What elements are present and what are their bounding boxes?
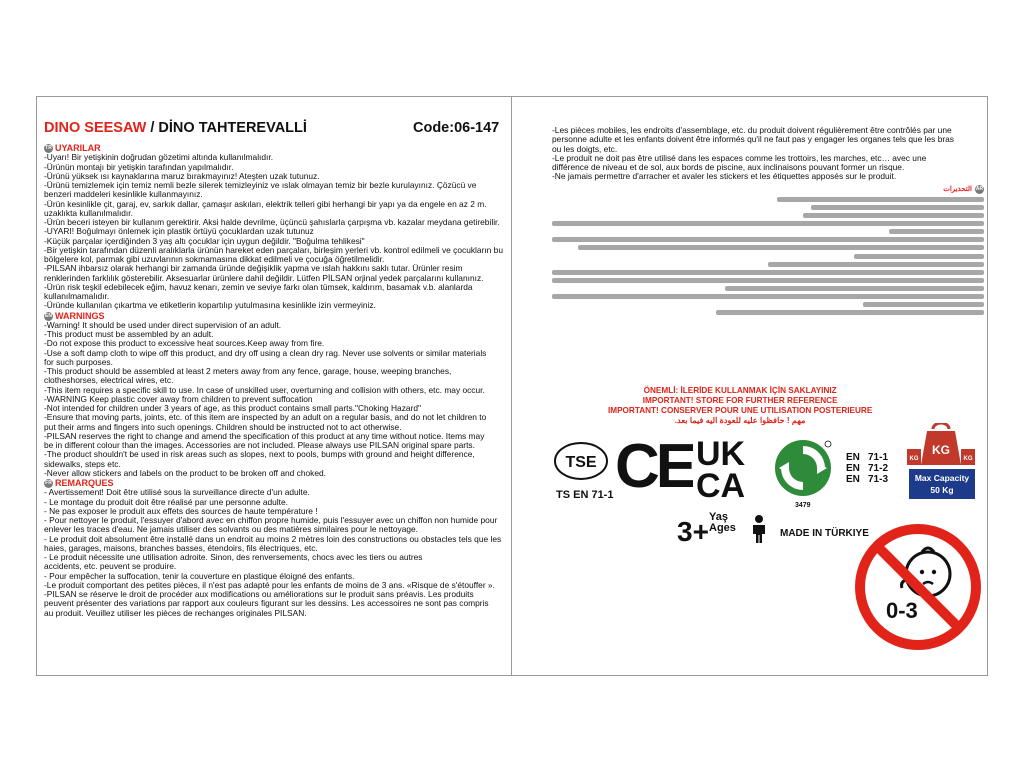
arabic-line [854,254,984,259]
product-title-tr: DİNO TAHTEREVALLİ [158,120,307,136]
warning-line: -Le produit comportant des petites pièces, il n'est pas adapté pour les enfants de moins de 3 ans. «Risque de s'étouffer ». [44,580,495,590]
tse-standard-label: TS EN 71-1 [556,489,614,501]
warning-line: au produit. Veuillez utiliser les pièces de rechanges originales PILSAN. [44,608,307,618]
warning-line: peuvent présenter des variations par rapport aux couleurs figurant sur les dessins. Les accessoires ne sont pas compris [44,599,489,609]
small-weight-label: KG [963,456,973,462]
section-body-fr [44,488,507,618]
ukca-bottom-text: CA [696,467,746,499]
ukca-mark-icon [694,435,768,499]
warning-line: enlever les traces d'eau. Ne jamais utiliser des solvants ou des matières similaires pour le nettoyage. [44,525,419,535]
left-column [44,120,507,618]
warning-line: -PILSAN reserves the right to change and amend the specification of this product at any time without notice. Items may [44,431,485,441]
warning-line: -PILSAN se réserve le droit de procéder aux modifications ou améliorations sur le produit sans préavis. Les produits [44,590,474,599]
arabic-line [552,237,984,242]
fr-badge-icon: FR [45,480,52,487]
en-standard-row [846,463,888,474]
tse-icon [553,440,609,482]
weight-label: KG [932,443,950,457]
warning-line: -Uyarı! Bir yetişkinin doğrudan gözetimi altında kullanılmalıdır. [44,153,274,163]
arabic-line [803,213,984,218]
arabic-line [889,229,984,234]
warning-line: -UYARI! Boğulmayı önlemek için plastik örtüyü çocuklardan uzak tutunuz [44,227,314,237]
warning-line: -Küçük parçalar içerdiğinden 3 yaş altı çocuklar için uygun değildir. "Boğulma tehlikesi" [44,236,365,246]
arabic-line [578,245,984,250]
en-prefix: EN [846,463,860,474]
section-body-en [44,321,507,478]
section-head-fr [44,479,507,488]
product-title [44,120,307,136]
max-capacity-badge [909,469,975,499]
en-standard: 71-2 [868,463,889,474]
warning-line: -Ürünü yüksek ısı kaynaklarına maruz bırakmayınız! Ateşten uzak tutunuz. [44,171,320,181]
en-prefix: EN [846,474,860,485]
warning-line: haies, garages, maisons, branches basses, étendoirs, fils électriques, etc. [44,543,318,553]
section-body-fr-continued [552,126,984,182]
warning-line: - Le produit doit absolument être installé dans un endroit au moins 2 mètres loin des constructions ou obstacles tels que les [44,534,502,544]
section-title-tr: UYARILAR [55,143,101,153]
warning-line: accidents, etc. peuvent se produire. [44,562,177,572]
small-weight-label: KG [909,456,919,462]
max-capacity-label: Max Capacity [914,473,970,483]
warning-line: uzaklıkta kullanılmalıdır. [44,208,133,218]
section-title-ar: التحذيرات [943,185,972,193]
warning-line: - Avertissement! Doit être utilisé sous la surveillance directe d'un adulte. [44,488,310,498]
warning-line: - Pour nettoyer le produit, l'essuyer d'abord avec en chiffon propre humide, puis l'essuyer avec un chiffon non humide pour [44,516,498,525]
warning-line: kullanılmamalıdır. [44,292,110,301]
tr-badge-icon: TR [45,145,52,152]
en-standard: 71-1 [868,452,889,463]
arabic-line [552,278,984,283]
age-text [709,512,736,534]
warning-line: - Le produit nécessite une utilisation adroite. Sinon, des renversements, chocs avec les tiers ou autres [44,553,423,562]
warning-line: -Üründe kullanılan çıkartma ve etiketlerin kopartılıp yutulmasına kesinlikle izin vermeyiniz. [44,301,376,311]
made-in-label: MADE IN TÜRKIYE [780,528,869,539]
age-yas: Yaş [709,511,728,523]
en-prefix: EN [846,452,860,463]
ce-mark-icon [615,437,693,493]
warning-line: -This item requires a specific skill to use. In case of unskilled user, overturning and collision with others, etc. may occur. [44,385,485,395]
product-title-en: DINO SEESAW [44,120,147,136]
warning-line: clotheshorses, electrical wires, etc. [44,376,174,386]
warning-line: - Le montage du produit doit être réalisé par une personne adulte. [44,497,288,507]
warning-line: personne adulte et les enfants doivent être informés qu'il ne faut pas y engager les organes tels que les bras [552,135,954,145]
ar-badge-icon: AR [975,185,984,192]
arabic-text-block [552,197,984,315]
arabic-line [552,294,984,299]
warning-line: renklerinden farklılık gösterebilir. Aksesuarlar ürünlere dahil değildir. Lütfen PİLSAN orjinal yedek parçalarını kullanınız. [44,273,484,283]
age-range-label: 0-3 [886,598,918,623]
right-column [552,126,984,318]
section-head-tr [44,144,507,153]
warning-line: -This product should be assembled at least 2 meters away from any fence, garage, house, weeping branches, [44,367,452,376]
arabic-line [552,270,984,275]
warning-line: -Ne jamais permettre d'arracher et avaler les stickers et les étiquettes apposés sur le produit. [552,172,897,182]
green-dot-number: 3479 [795,502,811,509]
en-badge-icon: EN [45,312,52,319]
age-ages: Ages [709,522,736,534]
warning-line: -Le produit ne doit pas être utilisé dans les espaces comme les trottoirs, les marches, etc… avec une [552,153,927,163]
keep-notice-ar: مهم ! حافظوا عليه للعودة اليه فيما بعد. [674,416,806,425]
warning-line: bölgelere kol, parmak gibi uzuvlarının sokmamasına dikkat edilmeli ve çocuğa öğretilmelidir. [44,255,385,264]
keep-notice-tr: ÖNEMLİ: İLERİDE KULLANMAK İÇİN SAKLAYINIZ [643,386,837,395]
column-divider [511,96,512,676]
warning-line: -Never allow stickers and labels on the product to be broken off and choked. [44,468,326,478]
section-title-fr: REMARQUES [55,478,114,488]
warning-line: be in different colour than the images. Accessories are not included. Please always use PILSAN original spare parts. [44,441,475,450]
warning-line: -PILSAN ihbarsız olarak herhangi bir zamanda üründe değişiklik yapma ve ıslah hakkını saklı tutar. Ürünler resim [44,264,463,274]
warning-line: -Ürün beceri isteyen bir kullanım gerektirir. Aksi halde devrilme, üçüncü şahıslarla çarpışma vb. kazalar meydana getirebilir. [44,218,500,227]
warning-line: put their arms and fingers into such openings. Children should be instructed not to act otherwise. [44,422,402,432]
weight-icon [905,423,977,467]
warning-line: -The product shouldn't be used in risk areas such as slopes, next to pools, bumps with ground and height difference, [44,450,475,460]
header-row [44,120,507,142]
warning-line: -WARNING Keep plastic cover away from children to prevent suffocation [44,394,313,404]
warning-line: - Ne pas exposer le produit aux effets des sources de haute température ! [44,506,318,516]
en-standards-list [846,452,888,485]
green-dot-icon [773,438,833,498]
arabic-line [811,205,984,210]
arabic-line [716,310,984,315]
warning-line: -Ürünü temizlemek için temiz nemli bezle silerek temizleyiniz ve ıslak olmayan temiz bir bezle kurulayınız. Çözücü ve [44,181,477,190]
warning-line: -Ürün risk teşkil edebilecek eğim, havuz kenarı, zemin ve seviye farkı olan tümsek, kaldırım, basamak v.b. alanlarda [44,282,473,292]
warning-line: -Ürün kesinlikle çit, garaj, ev, sarkık dallar, çamaşır askıları, elektrik telleri gibi herhangi bir yapı ya da engele en az 2 m. [44,199,487,209]
warning-line: -Les pièces mobiles, les endroits d'assemblage, etc. du produit doivent régulièrement être contrôlés par une [552,126,952,135]
warning-line: ou les doigts, etc. [552,144,618,154]
tse-mark-text: TSE [565,454,597,471]
ukca-top-text: UK [696,435,746,473]
title-separator: / [146,120,159,136]
warning-line: -Do not expose this product to excessive heat sources.Keep away from fire. [44,339,325,349]
arabic-line [768,262,984,267]
keep-notice-en: IMPORTANT! STORE FOR FURTHER REFERENCE [642,396,838,405]
warning-line: différence de niveau et de sol, aux bords de piscine, aux inclinaisons pouvant former un risque. [552,163,905,172]
warning-line: -Ürünün montajı bir yetişkin tarafından yapılmalıdır. [44,162,234,172]
en-standard: 71-3 [868,474,889,485]
section-body-tr [44,153,507,310]
warning-line: -Use a soft damp cloth to wipe off this product, and dry off using a clean dry rag. Never use solvents or similar materials [44,348,487,358]
warning-line: -Not intended for children under 3 years of age, as this product contains small parts."Choking Hazard" [44,404,421,413]
warning-line: for such purposes. [44,357,113,367]
arabic-line [777,197,984,202]
warning-line: -Ensure that moving parts, joints, etc. of this item are inspected by an adult on a regular basis, and do not let children to [44,413,487,423]
warning-line: sidewalks, steps etc. [44,459,121,469]
section-head-en [44,312,507,321]
keep-notice [608,386,872,426]
en-standard-row [846,452,888,463]
keep-notice-fr: IMPORTANT! CONSERVER POUR UNE UTILISATION POSTERIEURE [608,406,873,415]
arabic-line [725,286,984,291]
warning-line: -Bir yetişkin tarafından düzenli aralıklarla ürünün hareket eden parçaları, birleşim yerleri vb. kontrol edilmeli ve çocukların bu [44,245,503,255]
not-for-under-3-icon [852,520,984,654]
warning-line: benzeri maddeleri kesinlikle kullanmayınız. [44,190,203,200]
warning-line: -This product must be assembled by an adult. [44,330,214,339]
arabic-line [552,221,984,226]
section-head-ar [552,185,984,194]
warning-line: - Pour empêcher la suffocation, tenir la couverture en plastique éloigné des enfants. [44,571,355,581]
age-number: 3+ [677,516,709,547]
product-code: Code:06-147 [413,120,500,136]
child-figure-icon [749,514,769,544]
ce-mark-text: CE [615,437,693,493]
max-capacity-value: 50 Kg [930,485,954,495]
arabic-line [863,302,984,307]
en-standard-row [846,474,888,485]
section-title-en: WARNINGS [55,310,105,321]
warning-line: -Warning! It should be used under direct supervision of an adult. [44,320,282,330]
